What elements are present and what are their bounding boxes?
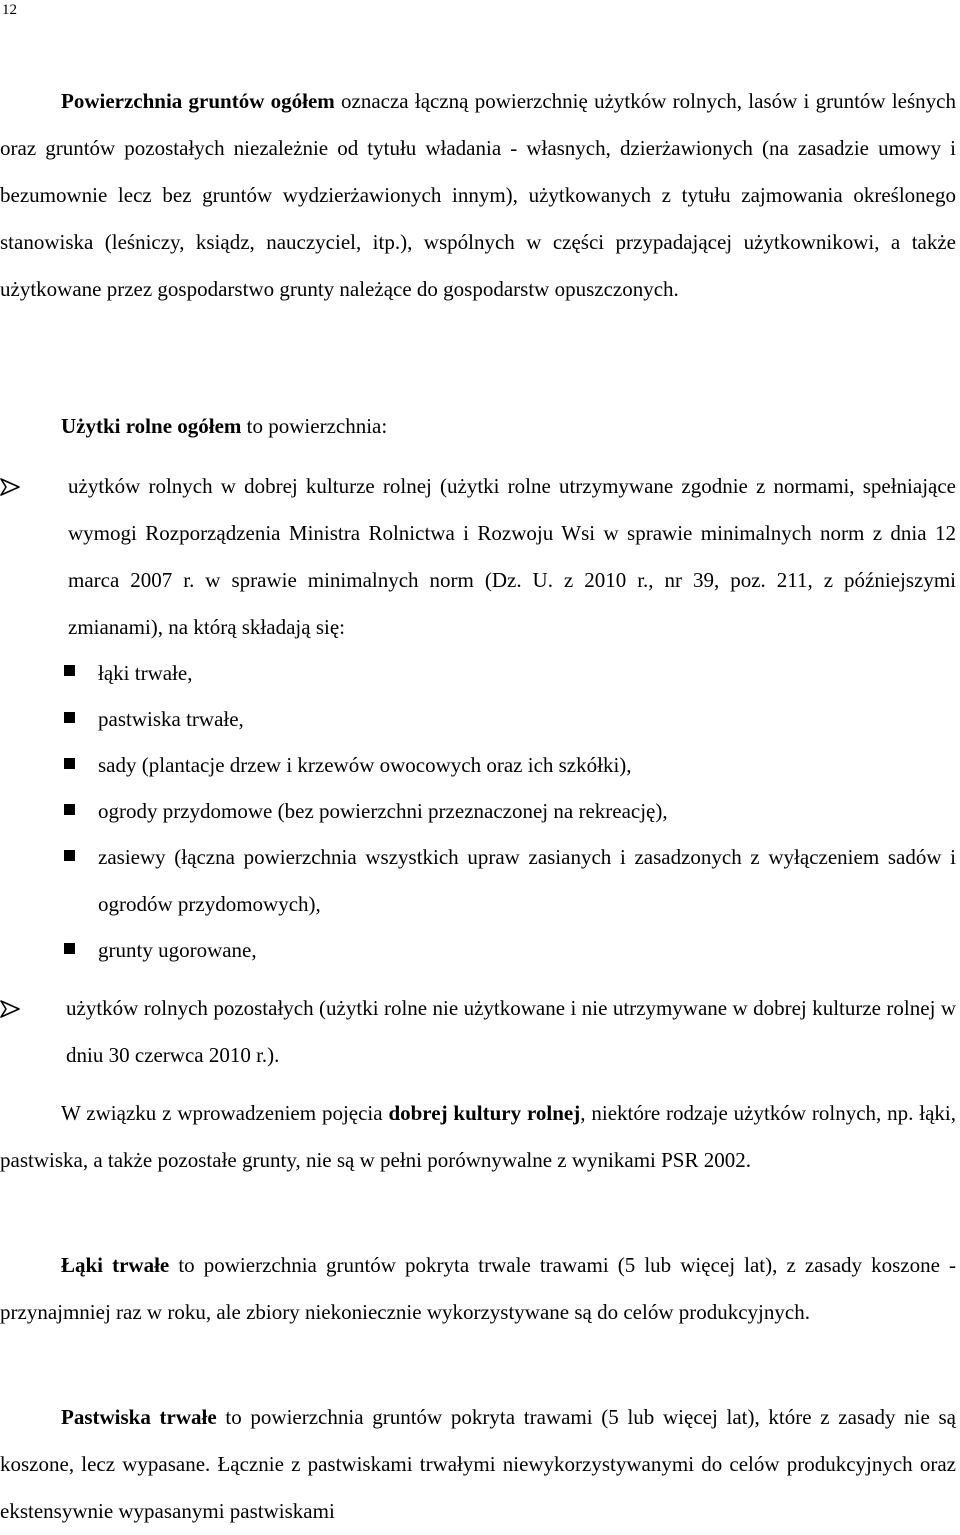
square-bullet-icon (64, 758, 75, 769)
square-bullet-icon (64, 804, 75, 815)
arrow-bullet-icon (0, 463, 22, 510)
list-item: pastwiska trwałe, (98, 707, 244, 731)
list-item: grunty ugorowane, (98, 938, 257, 962)
term-good-agricultural-condition: dobrej kultury rolnej (388, 1101, 581, 1125)
square-bullet-icon (64, 712, 75, 723)
bullet-other-agricultural-land: użytków rolnych pozostałych (użytki rolne nie użytkowane i nie utrzymywane w dobrej kulturze rolnej w dniu 30 czerwca 2010 r.). (66, 996, 956, 1067)
term-agricultural-land: Użytki rolne ogółem (61, 414, 242, 438)
paragraph-permanent-meadows (0, 1242, 956, 1336)
square-bullet-icon (64, 665, 75, 676)
term-total-land-area: Powierzchnia gruntów ogółem (61, 89, 335, 113)
list-item: łąki trwałe, (98, 661, 193, 685)
term-permanent-meadows: Łąki trwałe (61, 1253, 170, 1277)
paragraph-text: to powierzchnia: (241, 414, 388, 438)
arrow-bullet-icon (0, 985, 22, 1032)
paragraph-text: , niektóre rodzaje użytków rolnych, np. łąki, pastwiska, a także pozostałe grunty, nie są w pełni porównywalne z wynikami PSR 2002. (0, 1101, 956, 1172)
square-bullet-icon (64, 850, 75, 861)
paragraph-text: to powierzchnia gruntów pokryta trwale trawami (5 lub więcej lat), z zasady koszone - przynajmniej raz w roku, ale zbiory niekoniecznie wykorzystywane są do celów produkcyjnych. (0, 1253, 956, 1324)
list-item: zasiewy (łączna powierzchnia wszystkich upraw zasianych i zasadzonych z wyłączeniem sadów i ogrodów przydomowych), (98, 845, 956, 916)
list-item: ogrody przydomowe (bez powierzchni przeznaczonej na rekreację), (98, 799, 668, 823)
paragraph-text: W związku z wprowadzeniem pojęcia (61, 1101, 389, 1125)
paragraph-text: oznacza łączną powierzchnię użytków rolnych, lasów i gruntów leśnych oraz gruntów pozostałych niezależnie od tytułu władania - własnych, dzierżawionych (na zasadzie umowy i bezumownie lecz bez gruntów wydzierżawionych innym), użytkowanych z tytułu zajmowania określonego stanowiska (leśniczy, ksiądz, nauczyciel, itp.), wspólnych w części przypadającej użytkownikowi, a także użytkowane przez gospodarstwo grunty należące do gospodarstw opuszczonych. (0, 89, 956, 301)
bullet-good-condition-land: użytków rolnych w dobrej kulturze rolnej (użytki rolne utrzymywane zgodnie z normami, spełniające wymogi Rozporządzenia Ministra Rolnictwa i Rozwoju Wsi w sprawie minimalnych norm z dnia 12 marca 2007 r. w sprawie minimalnych norm (Dz. U. z 2010 r., nr 39, poz. 211, z późniejszymi zmianami), na którą składają się: (68, 474, 956, 639)
paragraph-total-land-area (0, 78, 956, 313)
paragraph-agricultural-land (0, 403, 956, 450)
list-item: sady (plantacje drzew i krzewów owocowych oraz ich szkółki), (98, 753, 632, 777)
square-bullet-icon (64, 943, 75, 954)
page-number: 12 (2, 2, 17, 18)
paragraph-text: to powierzchnia gruntów pokryta trawami (5 lub więcej lat), które z zasady nie są koszone, lecz wypasane. Łącznie z pastwiskami trwałymi niewykorzystywanymi do celów produkcyjnych oraz ekstensywnie wypasanymi pastwiskami (0, 1405, 956, 1523)
term-permanent-pastures: Pastwiska trwałe (61, 1405, 217, 1429)
paragraph-good-agricultural-condition (0, 1090, 956, 1184)
paragraph-permanent-pastures (0, 1394, 956, 1535)
